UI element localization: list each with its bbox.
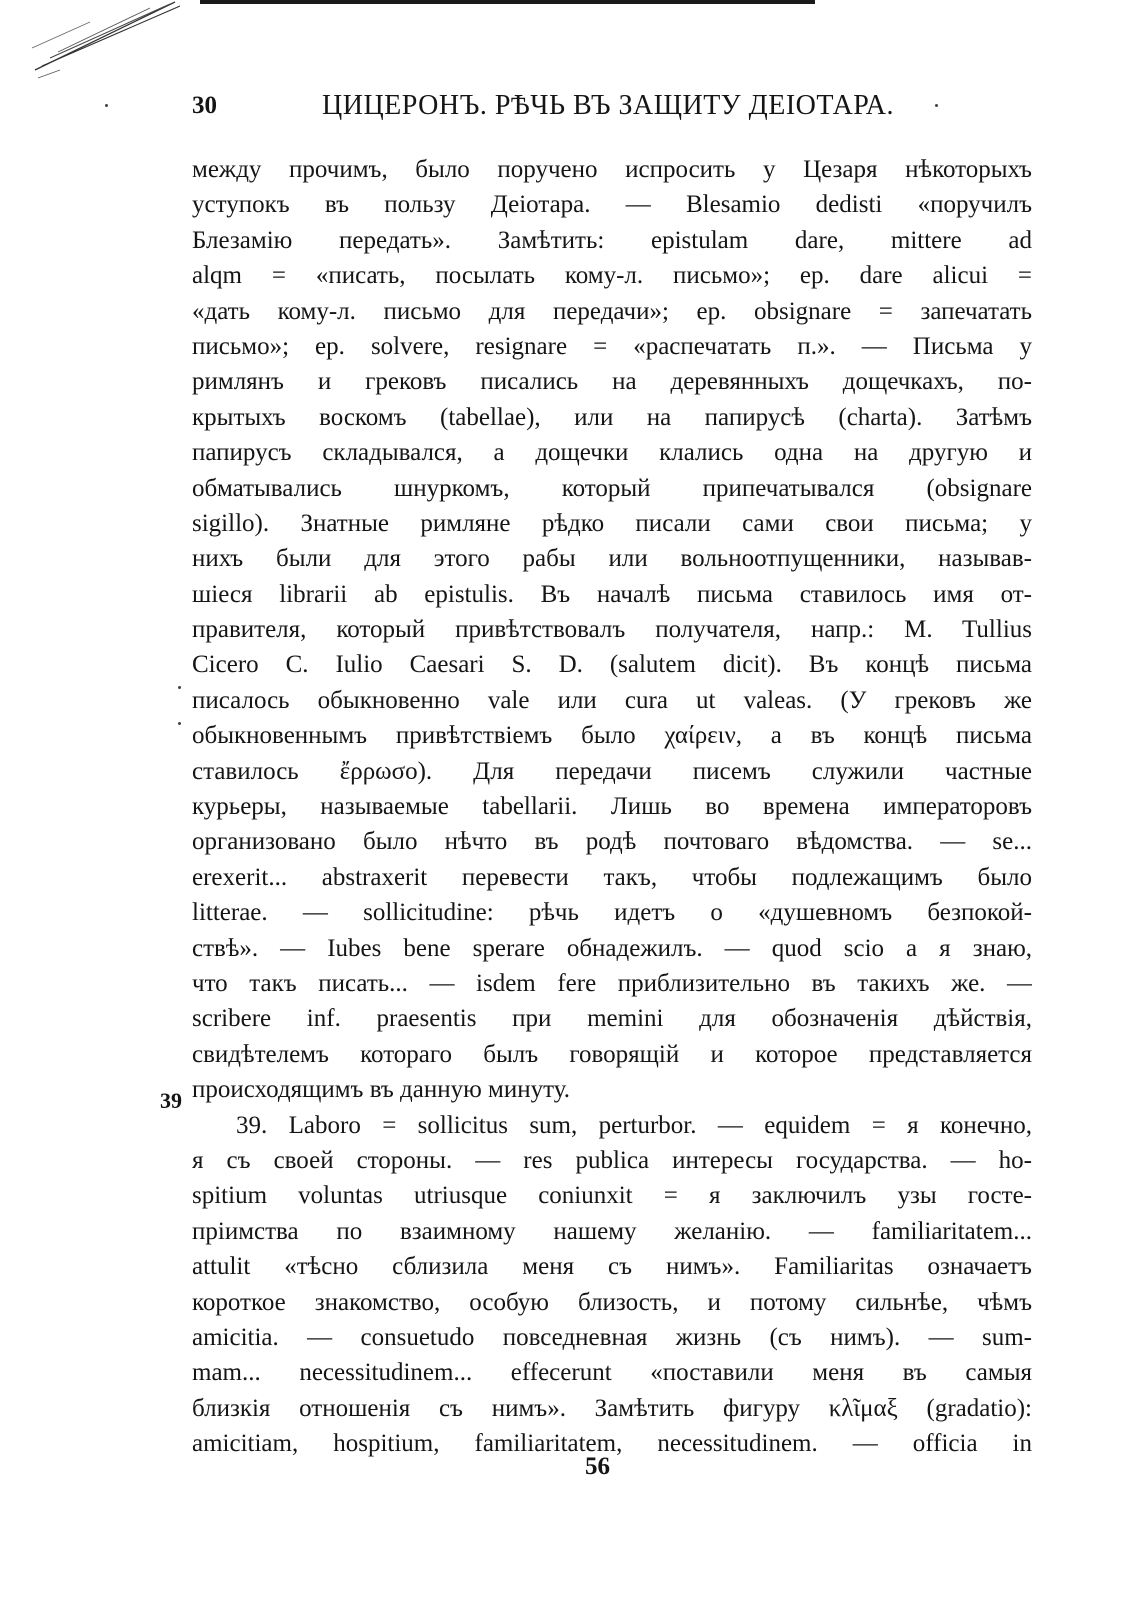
text-line: писалось обыкновенно vale или cura ut valeas. (У грековъ же (192, 686, 1032, 714)
text-line: римлянъ и грековъ писались на деревянныхъ дощечкахъ, по- (192, 368, 1032, 396)
text-line: курьеры, называемые tabellarii. Лишь во времена императоровъ (192, 793, 1032, 821)
text-line: ствѣ». — Iubes bene sperare обнадежилъ. — quod scio а я знаю, (192, 934, 1032, 962)
text-line: пріимства по взаимному нашему желанію. — familiaritatem... (192, 1217, 1032, 1245)
text-line: sigillo). Знатные римляне рѣдко писали сами свои письма; у (192, 509, 1032, 537)
text-line: я съ своей стороны. — res publica интересы государства. — ho- (192, 1146, 1032, 1174)
header-page-number: 30 (192, 92, 217, 119)
text-line: Блезамію передать». Замѣтить: epistulam dare, mittere ad (192, 226, 1032, 254)
text-line: шіеся librarii ab epistulis. Въ началѣ письма ставилось имя от- (192, 580, 1032, 608)
text-line: организовано было нѣчто въ родѣ почтоваго вѣдомства. — se... (192, 828, 1032, 856)
text-line: между прочимъ, было поручено испросить у Цезаря нѣкоторыхъ (192, 156, 1032, 183)
text-line: близкія отношенія съ нимъ». Замѣтить фигуру κλῖμαξ (gradatio): (192, 1394, 1032, 1422)
stray-mark (178, 722, 181, 725)
text-line: erexerit... abstraxerit перевести такъ, чтобы подлежащимъ было (192, 863, 1032, 891)
text-line: scribere inf. praesentis при memini для обозначенія дѣйствія, (192, 1005, 1032, 1033)
stray-mark (105, 104, 108, 107)
text-line: amicitia. — consuetudo повседневная жизнь (съ нимъ). — sum- (192, 1323, 1032, 1351)
text-line: что такъ писать... — isdem fere приблизительно въ такихъ же. — (192, 969, 1032, 997)
text-line: alqm = «писать, посылать кому-л. письмо»; ep. dare alicui = (192, 262, 1032, 290)
text-line: крытыхъ воскомъ (tabellae), или на папирусѣ (charta). Затѣмъ (192, 403, 1032, 431)
text-line: письмо»; ep. solvere, resignare = «распечатать п.». — Письма у (192, 332, 1032, 360)
stray-mark (935, 104, 938, 107)
text-line: ставилось ἔρρωσο). Для передачи писемъ служили частные (192, 757, 1032, 785)
text-line: litterae. — sollicitudine: рѣчь идетъ о «душевномъ безпокой- (192, 899, 1032, 927)
running-title: ЦИЦЕРОНЪ. РѢЧЬ ВЪ ЗАЩИТУ ДЕІОТАРА. (322, 90, 895, 121)
top-rule (200, 0, 815, 4)
text-line: происходящимъ въ данную минуту. (192, 1076, 570, 1104)
text-line: amicitiam, hospitium, familiaritatem, necessitudinem. — officia in (192, 1430, 1032, 1458)
text-line: обматывались шнуркомъ, который припечатывался (obsignare (192, 474, 1032, 502)
text-line: spitium voluntas utriusque coniunxit = я заключилъ узы госте- (192, 1182, 1032, 1210)
commentary-body (192, 152, 1032, 1461)
page-header (192, 90, 1032, 130)
text-line: обыкновеннымъ привѣтствіемъ было χαίρειν, а въ концѣ письма (192, 722, 1032, 750)
text-line: «дать кому-л. письмо для передачи»; ep. obsignare = запечатать (192, 297, 1032, 325)
stray-mark (178, 686, 181, 689)
text-line: свидѣтелемъ котораго былъ говорящій и которое представляется (192, 1040, 1032, 1068)
text-line: Cicero C. Iulio Caesari S. D. (salutem dicit). Въ концѣ письма (192, 651, 1032, 679)
paragraph-first-line: 39. Laboro = sollicitus sum, perturbor. — equidem = я конечно, (236, 1111, 1032, 1139)
text-line: mam... necessitudinem... effecerunt «поставили меня въ самыя (192, 1359, 1032, 1387)
footer-page-number: 56 (585, 1453, 610, 1480)
text-line: короткое знакомство, особую близость, и потому сильнѣе, чѣмъ (192, 1288, 1032, 1316)
text-line: уступокъ въ пользу Деіотара. — Blesamio dedisti «поручилъ (192, 191, 1032, 219)
text-line: папирусъ складывался, а дощечки клались одна на другую и (192, 439, 1032, 467)
text-line: нихъ были для этого рабы или вольноотпущенники, называв- (192, 545, 1032, 573)
margin-section-number: 39 (160, 1088, 182, 1113)
text-line: правителя, который привѣтствовалъ получателя, напр.: M. Tullius (192, 616, 1032, 644)
text-line: attulit «тѣсно сблизила меня съ нимъ». Familiaritas означаетъ (192, 1253, 1032, 1281)
pen-scratch-marks (30, 0, 180, 80)
